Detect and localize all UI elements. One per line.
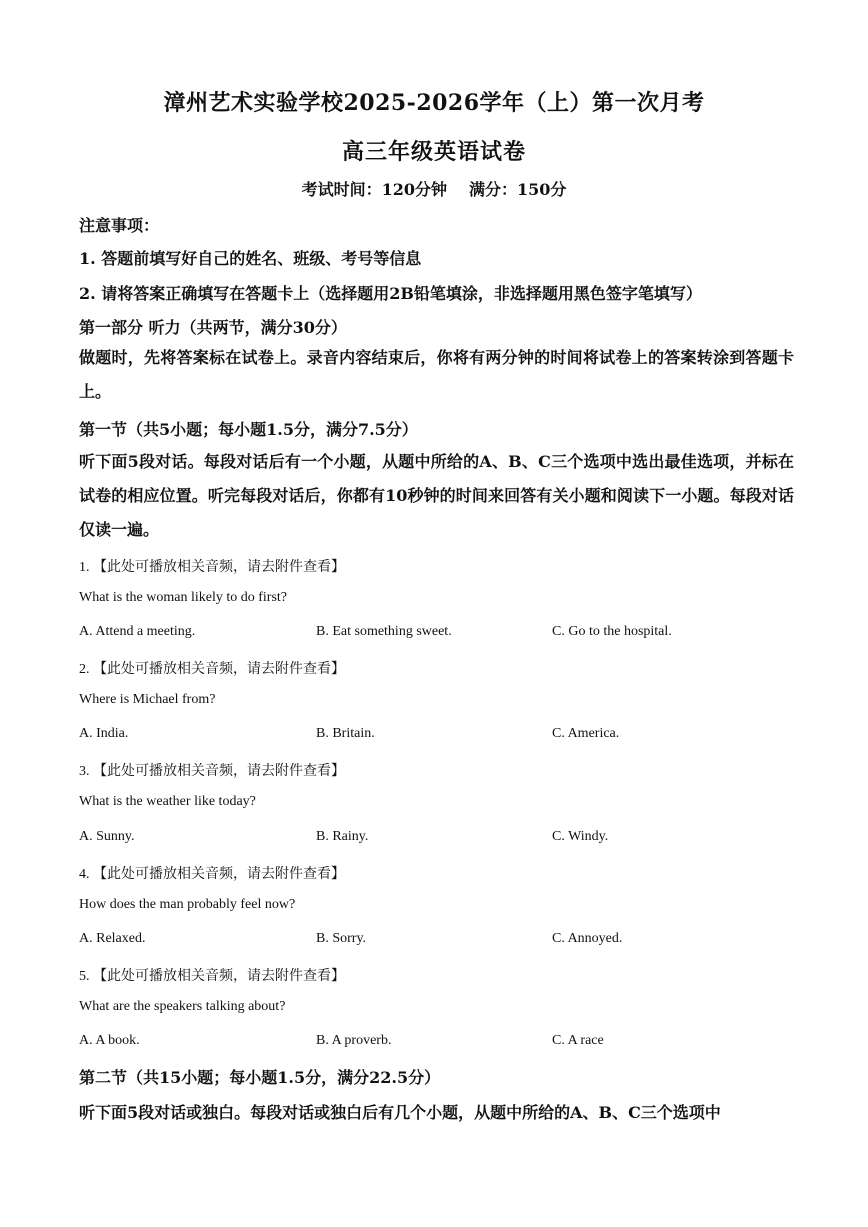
option-b: B. Sorry. [316,931,367,946]
notes-heading: 注意事项： [79,216,160,235]
option-c: C. America. [552,726,620,741]
question-audio-note: 4. 【此处可播放相关音频，请去附件查看】 [79,867,345,882]
option-c: C. A race [552,1033,604,1048]
option-a: A. Sunny. [79,829,135,844]
question-audio-note: 3. 【此处可播放相关音频，请去附件查看】 [79,764,345,779]
option-a: A. Relaxed. [79,931,146,946]
exam-info [0,177,868,200]
exam-subtitle: 高三年级英语试卷 [341,139,526,165]
question-text: What is the woman likely to do first? [79,590,288,605]
question-text: How does the man probably feel now? [79,897,296,912]
option-a: A. Attend a meeting. [79,624,196,639]
exam-time: 考试时间：120分钟 [301,180,447,199]
option-a: A. India. [79,726,129,741]
option-c: C. Windy. [552,829,609,844]
section2-instructions: 听下面5段对话或独白。每段对话或独白后有几个小题，从题中所给的A、B、C三个选项中 [79,1103,721,1122]
option-b: B. Rainy. [316,829,369,844]
question-audio-note: 1. 【此处可播放相关音频，请去附件查看】 [79,560,345,575]
part1-instructions: 做题时，先将答案标在试卷上。录音内容结束后，你将有两分钟的时间将试卷上的答案转涂到答题卡上。 [79,348,794,401]
section2-heading: 第二节（共15小题；每小题1.5分，满分22.5分） [79,1068,441,1087]
exam-title: 漳州艺术实验学校2025-2026学年（上）第一次月考 [163,90,705,116]
exam-score: 满分：150分 [469,180,567,199]
option-c: C. Go to the hospital. [552,624,672,639]
note-item: 1. 答题前填写好自己的姓名、班级、考号等信息 [79,249,422,268]
section1-instructions: 听下面5段对话。每段对话后有一个小题，从题中所给的A、B、C三个选项中选出最佳选项，并标在试卷的相应位置。听完每段对话后，你都有10秒钟的时间来回答有关小题和阅读下一小题。每段对话仅读一遍。 [79,452,794,539]
section1-heading: 第一节（共5小题；每小题1.5分，满分7.5分） [79,420,418,439]
question-text: Where is Michael from? [79,692,216,707]
option-b: B. A proverb. [316,1033,392,1048]
question-text: What is the weather like today? [79,794,256,809]
option-c: C. Annoyed. [552,931,623,946]
option-b: B. Britain. [316,726,375,741]
note-item: 2. 请将答案正确填写在答题卡上（选择题用2B铅笔填涂，非选择题用黑色签字笔填写） [79,284,702,303]
question-audio-note: 2. 【此处可播放相关音频，请去附件查看】 [79,662,345,677]
part1-heading: 第一部分 听力（共两节，满分30分） [79,318,347,337]
question-text: What are the speakers talking about? [79,999,286,1014]
question-audio-note: 5. 【此处可播放相关音频，请去附件查看】 [79,969,345,984]
option-b: B. Eat something sweet. [316,624,452,639]
option-a: A. A book. [79,1033,140,1048]
